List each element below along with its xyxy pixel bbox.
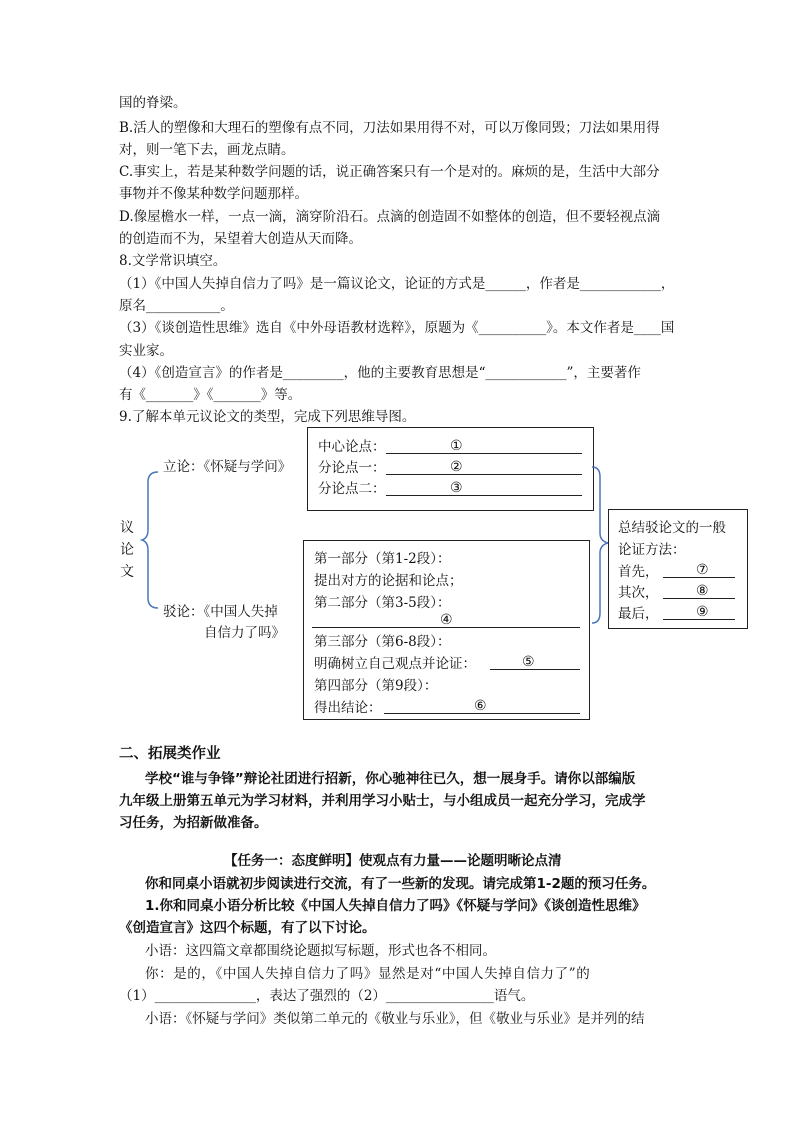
- blank-marker: ③: [450, 480, 463, 496]
- q8-item4-line1: （4）《创造宣言》的作者是_________，他的主要教育思想是“____________”，主要著作: [119, 365, 641, 381]
- question-8-title: 8.文学常识填空。: [119, 253, 227, 269]
- intro-line3: 习任务，为招新做准备。: [119, 815, 268, 831]
- central-point-label: 中心论点：: [318, 439, 386, 455]
- summary-line1: 总结驳论文的一般: [618, 520, 726, 536]
- option-b-line1: B.活人的塑像和大理石的塑像有点不同，刀法如果用得不对，可以万像同毁；刀法如果用得: [119, 120, 660, 136]
- blank-marker: ⑨: [696, 604, 709, 620]
- part2-label: 第二部分（第3-5段）：: [314, 595, 451, 611]
- mindmap-root: 议论文: [120, 520, 134, 580]
- option-b-line2: 对，则一笔下去，画龙点睛。: [119, 142, 295, 158]
- summary-line2: 论证方法：: [618, 542, 686, 558]
- q8-item3-line1: （3）《谈创造性思维》选自《中外母语教材选粹》，原题为《__________》。本文作者是____国: [119, 320, 675, 336]
- q8-item1-line2: 原名___________。: [119, 298, 234, 314]
- q8-item4-line2: 有《_______》《_______》等。: [119, 387, 302, 403]
- intro-line2: 九年级上册第五单元为学习材料，并利用学习小贴士，与小组成员一起充分学习，完成学: [119, 793, 646, 809]
- question-9-title: 9.了解本单元议论文的类型，完成下列思维导图。: [119, 409, 416, 425]
- blank-line: [386, 474, 582, 475]
- q8-item3-line2: 实业家。: [119, 343, 173, 359]
- part1-label: 第一部分（第1-2段）：: [314, 551, 451, 567]
- branch-refutation-free: 立论：《怀疑与学问》: [163, 459, 292, 475]
- option-c-line2: 事物并不像某种数学问题那样。: [119, 186, 308, 202]
- blank-marker: ⑦: [696, 562, 709, 578]
- branch-rebuttal-line2: 自信力了吗》: [204, 625, 285, 641]
- dialogue-xiaoyu-1: 小语：这四篇文章都围绕论题拟写标题，形式也各不相同。: [145, 943, 496, 959]
- part1-content: 提出对方的论据和论点；: [314, 573, 463, 589]
- blank-marker: ①: [450, 438, 463, 454]
- dialogue-you-blanks: （1）_______________，表达了强烈的（2）________________语气。: [119, 988, 535, 1004]
- blank-marker: ⑧: [696, 583, 709, 599]
- blank-marker: ⑥: [474, 698, 487, 714]
- option-d-line2: 的创造而不为，呆望着大创造从天而降。: [119, 231, 362, 247]
- blank-marker: ⑤: [522, 654, 535, 670]
- option-c-line1: C.事实上，若是某种数学问题的话，说正确答案只有一个是对的。麻烦的是，生活中大部分: [119, 164, 660, 180]
- blank-line: [386, 453, 582, 454]
- dialogue-you-1: 你：是的，《中国人失掉自信力了吗》显然是对“中国人失掉自信力了”的: [145, 966, 591, 982]
- step-last-label: 最后，: [618, 606, 659, 622]
- blank-line: [490, 669, 580, 670]
- part3-content: 明确树立自己观点并论证：: [314, 656, 476, 672]
- section-heading: 二、拓展类作业: [119, 746, 221, 762]
- option-d-line1: D.像屋檐水一样，一点一滴，滴穿阶沿石。点滴的创造固不如整体的创造，但不要轻视点滴: [119, 209, 661, 225]
- blank-line: [386, 495, 582, 496]
- blank-marker: ②: [450, 459, 463, 475]
- step-second-label: 其次，: [618, 585, 659, 601]
- q1-line2: 《创造宣言》这四个标题，有了以下讨论。: [119, 920, 376, 936]
- part4-content: 得出结论：: [314, 700, 382, 716]
- intro-line1: 学校“谁与争锋”辩论社团进行招新，你心驰神往已久，想一展身手。请你以部编版: [145, 771, 636, 787]
- task-intro: 你和同桌小语就初步阅读进行交流，有了一些新的发现。请完成第1-2题的预习任务。: [145, 876, 656, 892]
- part3-label: 第三部分（第6-8段）：: [314, 634, 451, 650]
- branch-rebuttal-line1: 驳论：《中国人失掉: [163, 604, 278, 620]
- sub-point-2-label: 分论点二：: [318, 481, 386, 497]
- part4-label: 第四部分（第9段）：: [314, 678, 438, 694]
- left-brace: [140, 470, 160, 610]
- dialogue-xiaoyu-2: 小语：《怀疑与学问》类似第二单元的《敬业与乐业》，但《敬业与乐业》是并列的结: [145, 1011, 645, 1027]
- text-line: 国的脊梁。: [119, 95, 187, 111]
- step-first-label: 首先，: [618, 564, 659, 580]
- sub-point-1-label: 分论点一：: [318, 460, 386, 476]
- task-title: 【任务一：态度鲜明】使观点有力量——论题明晰论点清: [224, 853, 562, 869]
- q1-line1: 1.你和同桌小语分析比较《中国人失掉自信力了吗》《怀疑与学问》《谈创造性思维》: [145, 898, 646, 914]
- q8-item1-line1: （1）《中国人失掉自信力了吗》是一篇议论文，论证的方式是______，作者是____________，: [119, 276, 675, 292]
- right-connector: [590, 465, 610, 625]
- blank-marker: ④: [440, 612, 453, 628]
